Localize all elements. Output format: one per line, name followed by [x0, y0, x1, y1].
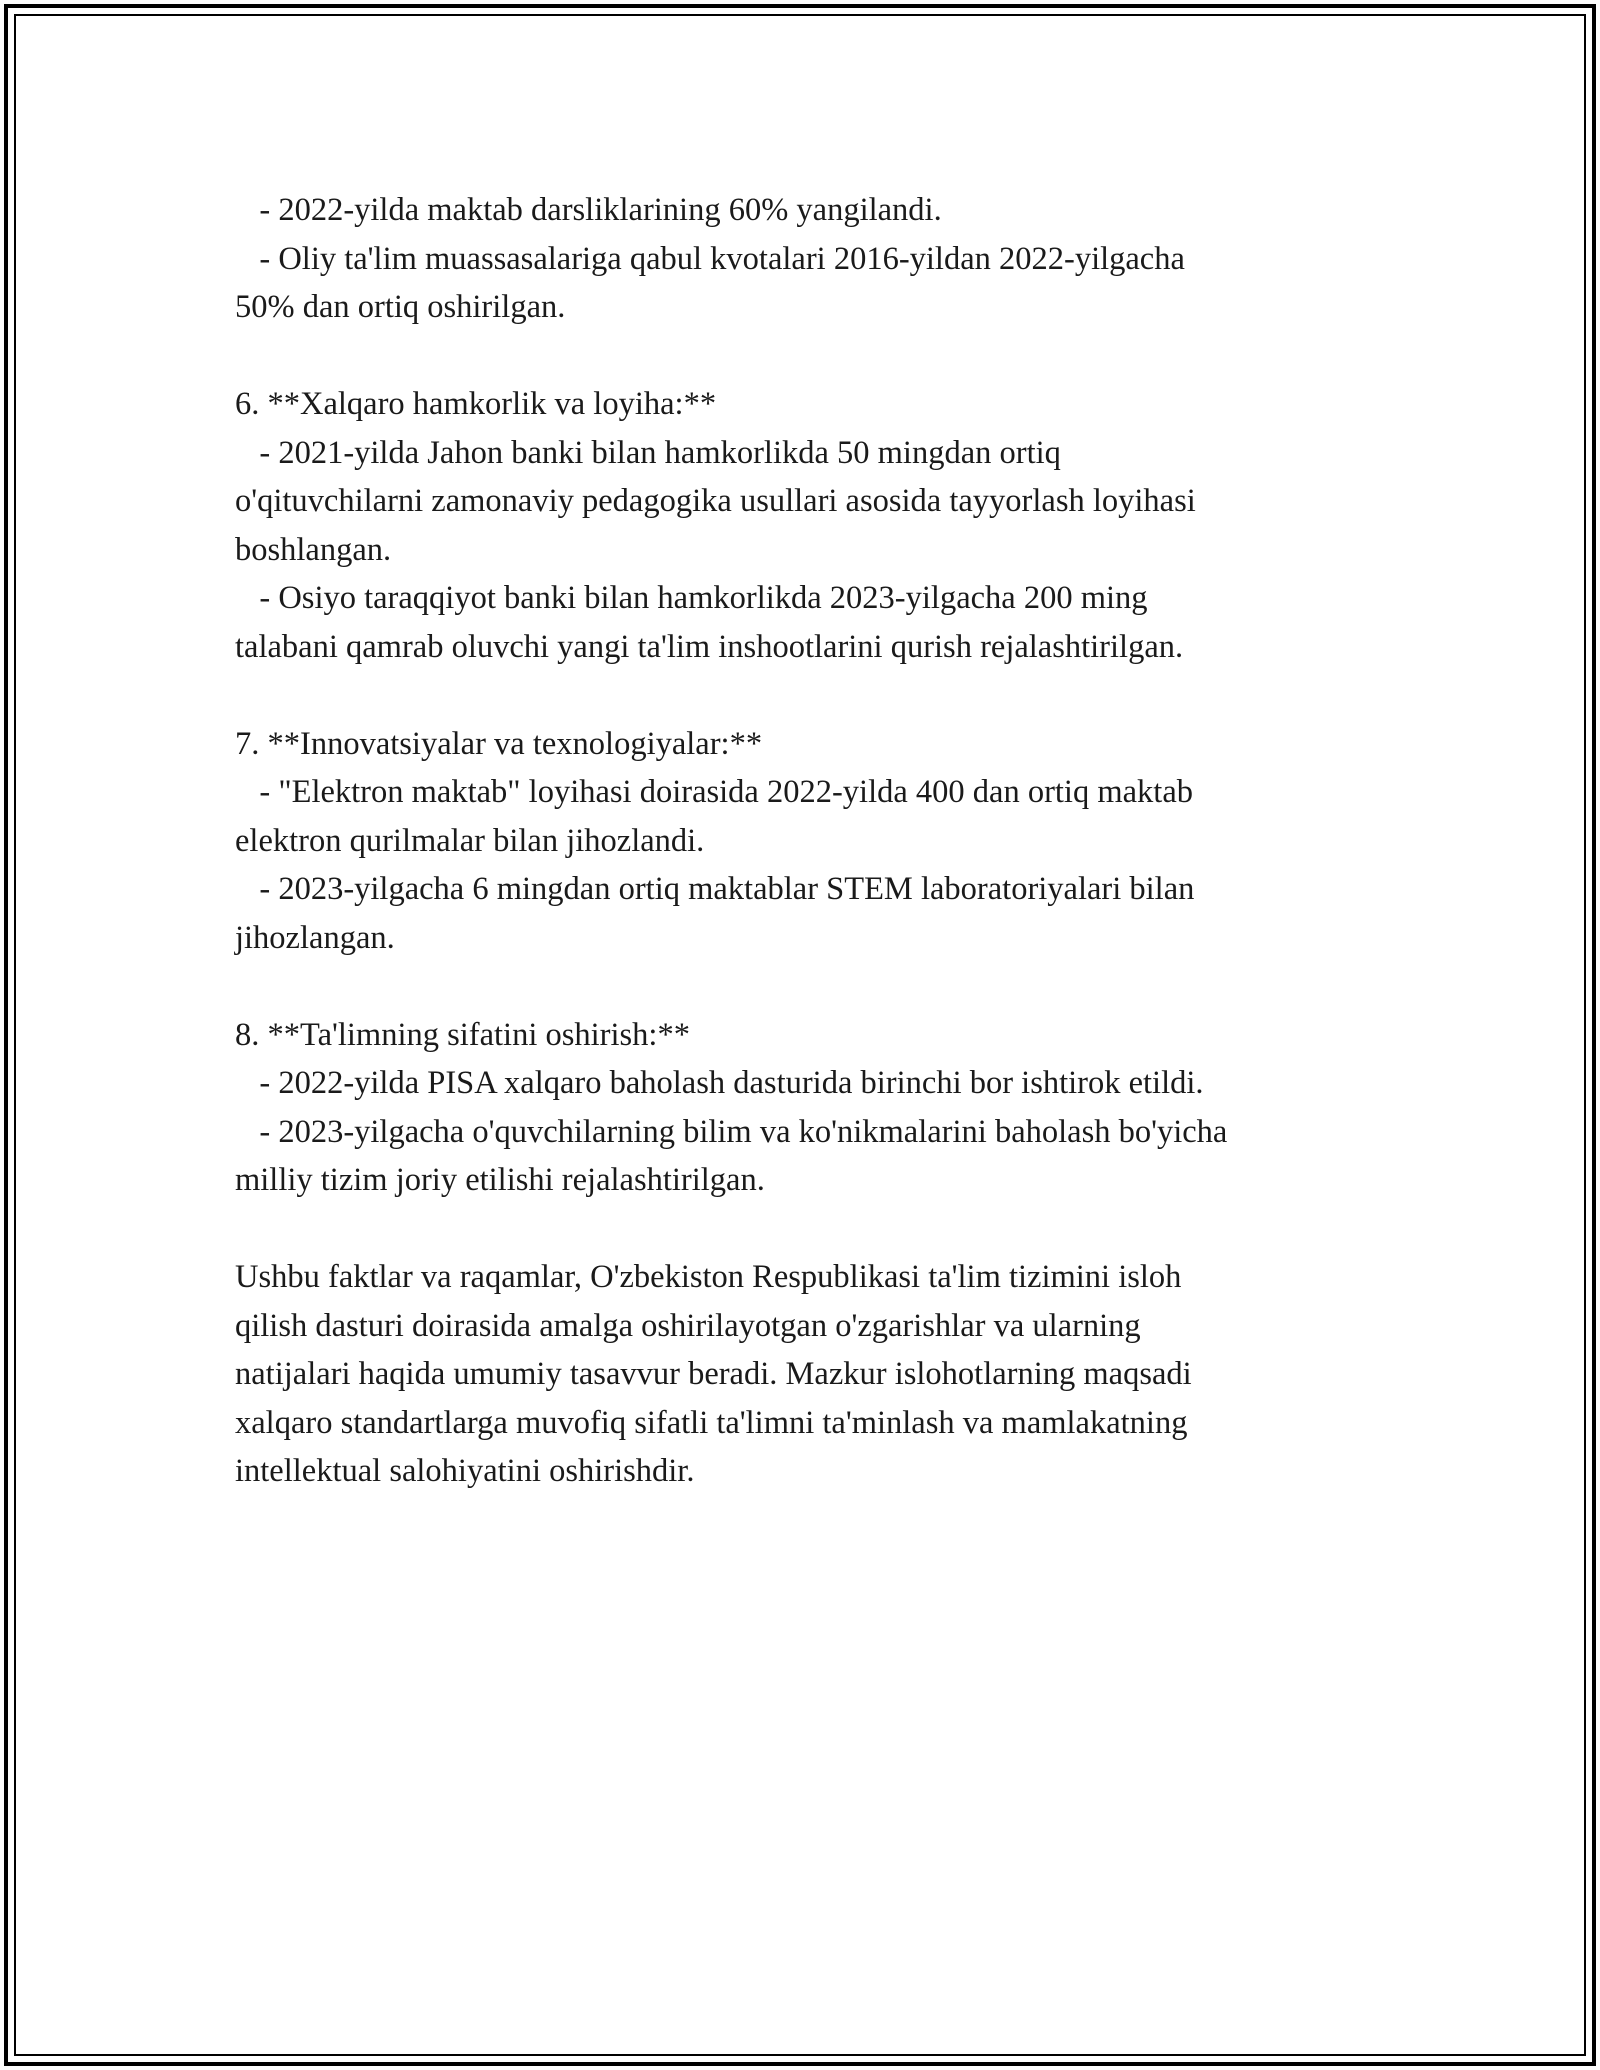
text-line: - Osiyo taraqqiyot banki bilan hamkorlikda 2023-yilgacha 200 ming — [235, 580, 1148, 616]
text-line: - Oliy ta'lim muassasalariga qabul kvotalari 2016-yildan 2022-yilgacha — [235, 240, 1185, 277]
text-line: - 2023-yilgacha 6 mingdan ortiq maktablar STEM laboratoriyalari bilan — [235, 871, 1195, 907]
section-heading: 7. **Innovatsiyalar va texnologiyalar:** — [235, 725, 763, 762]
text-line: jihozlangan. — [235, 919, 395, 956]
text-line: elektron qurilmalar bilan jihozlandi. — [235, 822, 705, 859]
conclusion-line: xalqaro standartlarga muvofiq sifatli ta'limni ta'minlash va mamlakatning — [235, 1404, 1188, 1441]
text-line: - 2022-yilda PISA xalqaro baholash dasturida birinchi bor ishtirok etildi. — [235, 1065, 1204, 1101]
text-line: - 2021-yilda Jahon banki bilan hamkorlikda 50 mingdan ortiq — [235, 434, 1061, 471]
blank-line — [235, 1205, 1365, 1254]
document-body — [235, 186, 1365, 1496]
text-line: - 2022-yilda maktab darsliklarining 60% yangilandi. — [235, 192, 942, 228]
blank-line — [235, 332, 1365, 381]
text-line: - "Elektron maktab" loyihasi doirasida 2022-yilda 400 dan ortiq maktab — [235, 774, 1193, 810]
text-line: milliy tizim joriy etilishi rejalashtirilgan. — [235, 1162, 765, 1198]
text-line: boshlangan. — [235, 531, 392, 568]
blank-line — [235, 962, 1365, 1011]
text-line: talabani qamrab oluvchi yangi ta'lim inshootlarini qurish rejalashtirilgan. — [235, 628, 1184, 665]
section-heading: 6. **Xalqaro hamkorlik va loyiha:** — [235, 386, 717, 422]
section-heading: 8. **Ta'limning sifatini oshirish:** — [235, 1016, 690, 1053]
conclusion-line: Ushbu faktlar va raqamlar, O'zbekiston Respublikasi ta'lim tizimini isloh — [235, 1259, 1182, 1295]
text-line: 50% dan ortiq oshirilgan. — [235, 289, 566, 325]
conclusion-line: natijalari haqida umumiy tasavvur beradi. Mazkur islohotlarning maqsadi — [235, 1356, 1192, 1392]
text-line: o'qituvchilarni zamonaviy pedagogika usullari asosida tayyorlash loyihasi — [235, 483, 1196, 519]
conclusion-line: qilish dasturi doirasida amalga oshirilayotgan o'zgarishlar va ularning — [235, 1307, 1141, 1344]
text-line: - 2023-yilgacha o'quvchilarning bilim va ko'nikmalarini baholash bo'yicha — [235, 1113, 1228, 1150]
conclusion-line: intellektual salohiyatini oshirishdir. — [235, 1453, 695, 1489]
blank-line — [235, 671, 1365, 720]
